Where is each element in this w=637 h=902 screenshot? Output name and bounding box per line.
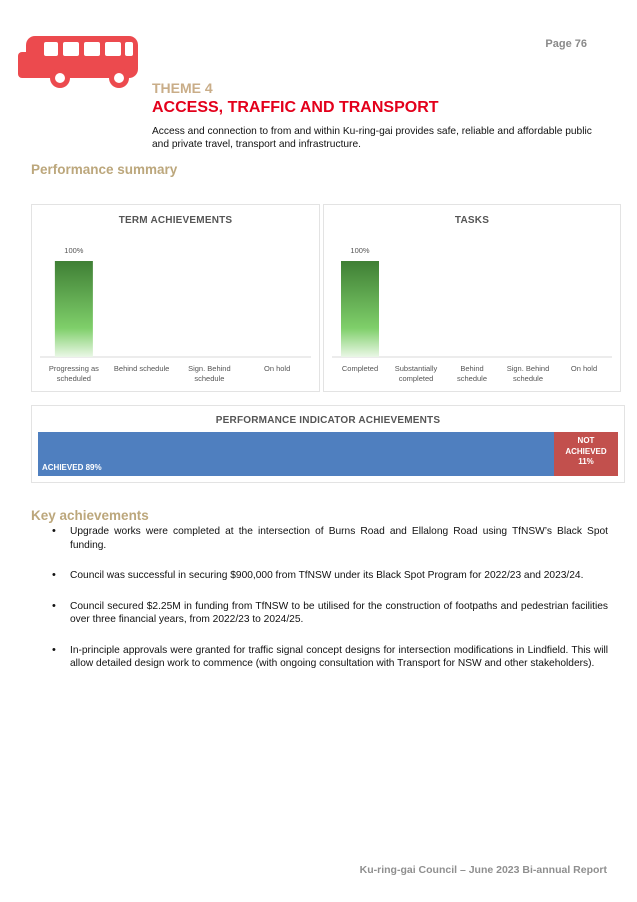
theme-title: ACCESS, TRAFFIC AND TRANSPORT (152, 99, 439, 116)
category-label: Sign. Behind schedule (506, 364, 550, 383)
list-item: • In-principle approvals were granted for traffic signal concept designs for intersection modifications in Lindfield. This will allow detailed design work to commence (with ongoing consultation with Transport for NSW and other stakeholders). (52, 644, 608, 671)
bus-icon (16, 30, 140, 92)
not-achieved-bar (554, 432, 618, 476)
footer-report-title: Ku-ring-gai Council – June 2023 Bi-annual Report (359, 864, 607, 876)
theme-intro: Access and connection to from and within Ku-ring-gai provides safe, reliable and affordable public and private travel, transport and infrastructure. (152, 126, 592, 150)
tasks-panel (323, 204, 621, 392)
performance-summary-heading: Performance summary (31, 162, 178, 177)
achieved-bar (38, 432, 554, 476)
data-label: 100% (64, 246, 84, 255)
category-label: Progressing as scheduled (48, 364, 99, 383)
list-item: • Council was successful in securing $900,000 from TfNSW under its Black Spot Program for 2022/23 and 2023/24. (52, 569, 608, 583)
category-label: On hold (263, 364, 291, 373)
performance-indicator-panel (31, 405, 625, 483)
category-label: Completed (341, 364, 379, 373)
key-achievements-heading: Key achievements (31, 508, 149, 523)
category-label: Behind schedule (456, 364, 488, 383)
achieved-label: ACHIEVED 89% (42, 463, 102, 472)
not-achieved-label (554, 436, 618, 468)
tasks-title: TASKS (454, 215, 490, 226)
category-label: Sign. Behind schedule (188, 364, 231, 383)
not-achieved-label-line-1: NOT (577, 436, 595, 445)
category-label: On hold (570, 364, 598, 373)
performance-indicator-title: PERFORMANCE INDICATOR ACHIEVEMENTS (215, 415, 441, 426)
key-achievements-list (52, 525, 608, 688)
data-label: 100% (350, 246, 370, 255)
not-achieved-label-line-3: 11% (578, 457, 594, 466)
list-item: • Council secured $2.25M in funding from TfNSW to be utilised for the construction of footpaths and pedestrian facilities over three financial years, from 2022/23 to 2024/25. (52, 600, 608, 627)
category-label: Behind schedule (113, 364, 170, 373)
term-achievements-chart (32, 205, 319, 391)
bar (55, 261, 93, 357)
bar (341, 261, 379, 357)
not-achieved-label-line-2: ACHIEVED (565, 446, 607, 456)
term-achievements-panel (31, 204, 320, 392)
theme-label: THEME 4 (152, 80, 213, 96)
tasks-chart (324, 205, 620, 391)
list-item: • Upgrade works were completed at the intersection of Burns Road and Ellalong Road using TfNSW’s Black Spot funding. (52, 525, 608, 552)
category-label: Substantially completed (394, 364, 438, 383)
term-achievements-title: TERM ACHIEVEMENTS (118, 215, 233, 226)
page-number: Page 76 (545, 38, 587, 50)
